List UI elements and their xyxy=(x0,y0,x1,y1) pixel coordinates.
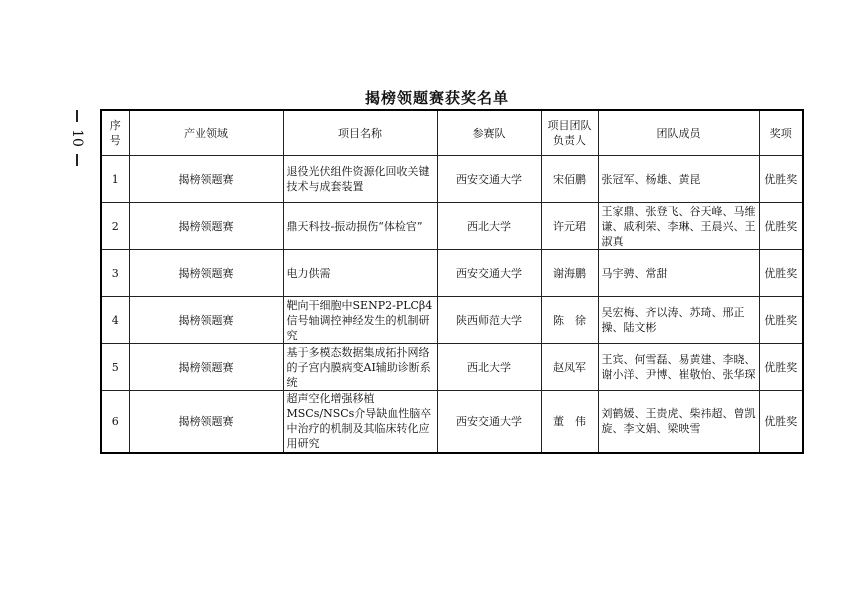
cell-team: 西安交通大学 xyxy=(437,391,541,453)
cell-leader: 谢海鹏 xyxy=(541,250,598,297)
table-row xyxy=(101,156,803,203)
cell-members: 张冠军、杨雄、黄昆 xyxy=(598,156,759,203)
cell-award: 优胜奖 xyxy=(759,250,803,297)
cell-members: 王宾、何雪磊、易黄建、李晓、谢小洋、尹博、崔敬怡、张华琛 xyxy=(598,344,759,391)
table-row xyxy=(101,344,803,391)
header-seq: 序号 xyxy=(101,110,129,156)
cell-project: 鼎天科技-振动损伤“体检官” xyxy=(283,203,437,250)
table-row xyxy=(101,250,803,297)
cell-seq: 1 xyxy=(101,156,129,203)
cell-members: 王家鼎、张登飞、谷天峰、马维谦、戚利荣、李琳、王晨兴、王淑真 xyxy=(598,203,759,250)
document-title: 揭榜领题赛获奖名单 xyxy=(364,89,509,107)
cell-field: 揭榜领题赛 xyxy=(129,250,283,297)
cell-seq: 5 xyxy=(101,344,129,391)
cell-leader: 宋佰鹏 xyxy=(541,156,598,203)
header-leader: 项目团队负责人 xyxy=(541,110,598,156)
cell-field: 揭榜领题赛 xyxy=(129,156,283,203)
cell-members: 吴宏梅、齐以涛、苏琦、邢正操、陆文彬 xyxy=(598,297,759,344)
cell-project: 靶向干细胞中SENP2-PLCβ4信号轴调控神经发生的机制研究 xyxy=(283,297,437,344)
table-row xyxy=(101,203,803,250)
cell-leader: 赵凤军 xyxy=(541,344,598,391)
cell-team: 西安交通大学 xyxy=(437,250,541,297)
cell-seq: 6 xyxy=(101,391,129,453)
cell-field: 揭榜领题赛 xyxy=(129,297,283,344)
header-field: 产业领域 xyxy=(129,110,283,156)
table-header-row xyxy=(101,110,803,156)
cell-team: 陕西师范大学 xyxy=(437,297,541,344)
cell-leader: 陈 徐 xyxy=(541,297,598,344)
page-number-dash-top xyxy=(76,110,78,122)
cell-seq: 4 xyxy=(101,297,129,344)
cell-seq: 3 xyxy=(101,250,129,297)
cell-field: 揭榜领题赛 xyxy=(129,391,283,453)
table-row xyxy=(101,297,803,344)
cell-field: 揭榜领题赛 xyxy=(129,344,283,391)
cell-leader: 许元珺 xyxy=(541,203,598,250)
award-table xyxy=(100,109,804,454)
cell-project: 超声空化增强移植MSCs/NSCs介导缺血性脑卒中治疗的机制及其临床转化应用研究 xyxy=(283,391,437,453)
page-number-text: 10 xyxy=(68,129,85,147)
cell-seq: 2 xyxy=(101,203,129,250)
table-row xyxy=(101,391,803,453)
cell-award: 优胜奖 xyxy=(759,344,803,391)
cell-team: 西安交通大学 xyxy=(437,156,541,203)
header-award: 奖项 xyxy=(759,110,803,156)
page-number xyxy=(66,110,88,166)
cell-project: 退役光伏组件资源化回收关键技术与成套装置 xyxy=(283,156,437,203)
cell-members: 马宇骋、常甜 xyxy=(598,250,759,297)
cell-project: 基于多模态数据集成拓扑网络的子宫内膜病变AI辅助诊断系统 xyxy=(283,344,437,391)
cell-team: 西北大学 xyxy=(437,203,541,250)
page-number-dash-bottom xyxy=(76,154,78,166)
header-members: 团队成员 xyxy=(598,110,759,156)
cell-project: 电力供需 xyxy=(283,250,437,297)
cell-award: 优胜奖 xyxy=(759,203,803,250)
header-project: 项目名称 xyxy=(283,110,437,156)
cell-award: 优胜奖 xyxy=(759,156,803,203)
header-team: 参赛队 xyxy=(437,110,541,156)
cell-team: 西北大学 xyxy=(437,344,541,391)
cell-leader: 董 伟 xyxy=(541,391,598,453)
cell-award: 优胜奖 xyxy=(759,297,803,344)
cell-members: 刘鹤媛、王贵虎、柴祎超、曾凯旋、李文娟、梁映雪 xyxy=(598,391,759,453)
cell-field: 揭榜领题赛 xyxy=(129,203,283,250)
cell-award: 优胜奖 xyxy=(759,391,803,453)
